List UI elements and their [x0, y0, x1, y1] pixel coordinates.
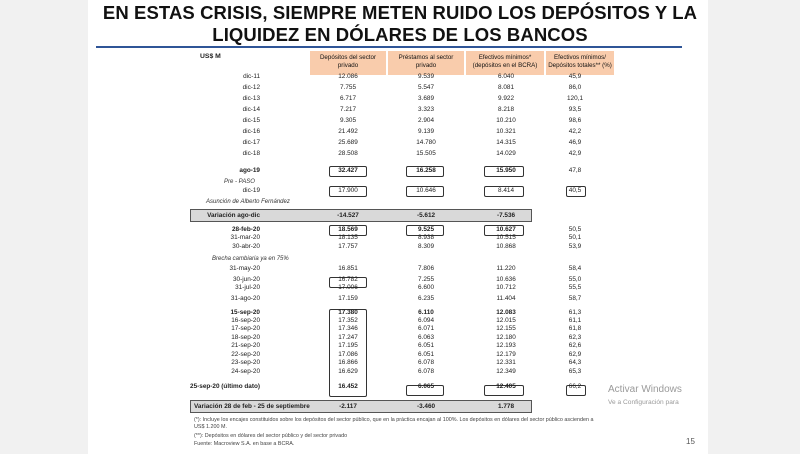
cell-ef: 12.193	[496, 342, 516, 349]
cell-pres: 6.078	[418, 368, 434, 375]
cell-ef: 12.083	[496, 309, 516, 316]
cell-ef: 12.155	[496, 325, 516, 332]
summary-2-ef: 1.778	[498, 403, 514, 410]
row-label: 31-mar-20	[230, 234, 260, 241]
title-line-1: EN ESTAS CRISIS, SIEMPRE METEN RUIDO LOS DEPÓSITOS Y LA	[102, 2, 698, 23]
cell-ratio: 47,8	[568, 167, 582, 174]
cell-dep: 16.452	[338, 383, 358, 390]
cell-dep: 6.717	[340, 95, 356, 102]
column-header-efectivos: Efectivos mínimos* (depósitos en el BCRA)	[466, 51, 544, 75]
cell-dep: 17.346	[338, 325, 358, 332]
cell-ratio: 62,3	[568, 334, 582, 341]
cell-ratio: 45,9	[568, 73, 582, 80]
cell-dep: 7.755	[340, 84, 356, 91]
activation-watermark-subtitle: Ve a Configuración para	[608, 399, 679, 406]
cell-ef: 10.515	[496, 234, 516, 241]
cell-pres: 3.323	[418, 106, 434, 113]
cell-dep: 12.086	[338, 73, 358, 80]
cell-ef: 10.712	[496, 284, 516, 291]
cell-pres: 6.051	[418, 342, 434, 349]
cell-ratio: 42,9	[568, 150, 582, 157]
row-label: dic-19	[242, 187, 260, 194]
cell-ratio: 46,9	[568, 139, 582, 146]
row-label: 22-sep-20	[231, 351, 260, 358]
row-label: 17-sep-20	[231, 325, 260, 332]
cell-ef: 15.950	[496, 167, 516, 174]
cell-ef: 12.349	[496, 368, 516, 375]
cell-ratio: 62,9	[568, 351, 582, 358]
row-label: 24-sep-20	[231, 368, 260, 375]
row-label: ago-19	[239, 167, 260, 174]
row-label: 18-sep-20	[231, 334, 260, 341]
cell-pres: 6.078	[418, 359, 434, 366]
cell-dep: 16.782	[338, 276, 358, 283]
column-header-depositos: Depósitos del sector privado	[310, 51, 386, 75]
cell-ratio: 62,6	[568, 342, 582, 349]
row-label: 31-jul-20	[235, 284, 260, 291]
cell-ratio: 61,8	[568, 325, 582, 332]
cell-ratio: 64,3	[568, 359, 582, 366]
cell-pres: 7.255	[418, 276, 434, 283]
cell-dep: 32.427	[338, 167, 358, 174]
activation-watermark-title: Activar Windows	[608, 384, 682, 395]
cell-pres: 6.065	[418, 383, 434, 390]
cell-ef: 12.331	[496, 359, 516, 366]
cell-pres: 14.780	[416, 139, 436, 146]
cell-dep: 7.217	[340, 106, 356, 113]
cell-ratio: 55,0	[568, 276, 582, 283]
cell-ratio: 40,5	[568, 187, 582, 194]
cell-dep: 17.086	[338, 351, 358, 358]
row-label: dic-18	[242, 150, 260, 157]
cell-ratio: 65,3	[568, 368, 582, 375]
cell-dep: 17.757	[338, 243, 358, 250]
cell-dep: 17.006	[338, 284, 358, 291]
row-label: 30-jun-20	[232, 276, 260, 283]
cell-pres: 3.689	[418, 95, 434, 102]
row-label: 21-sep-20	[231, 342, 260, 349]
cell-ratio: 50,1	[568, 234, 582, 241]
cell-pres: 9.525	[418, 226, 434, 233]
cell-pres: 6.600	[418, 284, 434, 291]
footnote-1: (*): Incluye los encajes constituidos sobre los depósitos del sector público, que en la práctica encajan al 100%. Los depósitos en dólares del sector público ascienden a US$ 1.200 M.	[194, 417, 594, 430]
cell-pres: 9.539	[418, 73, 434, 80]
cell-ratio: 58,4	[568, 265, 582, 272]
cell-ef: 12.179	[496, 351, 516, 358]
row-label: dic-15	[242, 117, 260, 124]
cell-pres: 8.938	[418, 234, 434, 241]
cell-ef: 14.029	[496, 150, 516, 157]
footnote-2: (**): Depósitos en dólares del sector público y del sector privado	[194, 433, 348, 439]
cell-pres: 6.063	[418, 334, 434, 341]
summary-1-pres: -5.612	[416, 212, 436, 219]
unit-label: US$ M	[200, 53, 221, 60]
row-label: 30-abr-20	[232, 243, 260, 250]
title-rule	[96, 46, 682, 48]
cell-ratio: 120,1	[567, 95, 583, 102]
summary-1-ef: -7.536	[496, 212, 516, 219]
title-line-2: LIQUIDEZ EN DÓLARES DE LOS BANCOS	[212, 24, 588, 45]
cell-ef: 12.180	[496, 334, 516, 341]
note-pre-paso: Pre - PASO	[224, 179, 255, 185]
cell-ratio: 86,0	[568, 84, 582, 91]
row-label: 31-may-20	[229, 265, 260, 272]
row-label: dic-14	[242, 106, 260, 113]
summary-2-dep: -2.117	[339, 403, 357, 410]
cell-ratio: 66,2	[568, 383, 582, 390]
cell-dep: 17.352	[338, 317, 358, 324]
row-label: 15-sep-20	[230, 309, 260, 316]
cell-dep: 18.135	[338, 234, 358, 241]
cell-ef: 10.627	[496, 226, 516, 233]
cell-ef: 6.040	[498, 73, 514, 80]
cell-pres: 5.547	[418, 84, 434, 91]
page-number: 15	[686, 437, 695, 446]
cell-pres: 15.505	[416, 150, 436, 157]
cell-dep: 17.159	[338, 295, 358, 302]
summary-2-pres: -3.460	[416, 403, 436, 410]
cell-ratio: 55,5	[568, 284, 582, 291]
row-label: 25-sep-20 (último dato)	[190, 383, 260, 390]
row-label: 23-sep-20	[231, 359, 260, 366]
cell-ef: 8.414	[498, 187, 514, 194]
cell-pres: 6.235	[418, 295, 434, 302]
cell-pres: 6.110	[418, 309, 434, 316]
cell-pres: 6.071	[418, 325, 434, 332]
cell-pres: 10.646	[416, 187, 436, 194]
cell-ratio: 50,5	[568, 226, 582, 233]
cell-pres: 16.258	[416, 167, 436, 174]
cell-ratio: 61,1	[568, 317, 582, 324]
cell-dep: 17.195	[338, 342, 358, 349]
cell-ef: 12.015	[496, 317, 516, 324]
note-brecha: Brecha cambiaria ya en 75%	[212, 256, 289, 262]
cell-ratio: 98,6	[568, 117, 582, 124]
cell-dep: 16.866	[338, 359, 358, 366]
row-label: dic-16	[242, 128, 260, 135]
summary-1-label: Variación ago-dic	[207, 212, 260, 219]
footnote-3: Fuente: Macroview S.A. en base a BCRA.	[194, 441, 295, 447]
cell-dep: 17.900	[338, 187, 358, 194]
cell-dep: 18.569	[338, 226, 358, 233]
cell-ratio: 42,2	[568, 128, 582, 135]
cell-pres: 2.904	[418, 117, 434, 124]
row-label: 28-feb-20	[231, 226, 260, 233]
column-header-ratio: Efectivos mínimos/ Depósitos totales** (%)	[546, 51, 614, 75]
cell-dep: 21.492	[338, 128, 358, 135]
cell-dep: 28.508	[338, 150, 358, 157]
row-label: dic-11	[243, 73, 260, 80]
column-header-prestamos: Préstamos al sector privado	[388, 51, 464, 75]
cell-ef: 10.636	[496, 276, 516, 283]
cell-pres: 9.139	[418, 128, 434, 135]
cell-ef: 14.315	[496, 139, 516, 146]
cell-pres: 6.094	[418, 317, 434, 324]
row-label: dic-12	[242, 84, 260, 91]
note-asuncion: Asunción de Alberto Fernández	[206, 199, 290, 205]
cell-ef: 8.218	[498, 106, 514, 113]
cell-ef: 10.868	[496, 243, 516, 250]
summary-2-label: Variación 28 de feb - 25 de septiembre	[194, 403, 310, 410]
cell-pres: 7.806	[418, 265, 434, 272]
cell-dep: 17.380	[338, 309, 358, 316]
row-label: dic-17	[242, 139, 260, 146]
cell-dep: 16.851	[338, 265, 358, 272]
cell-ef: 11.404	[496, 295, 516, 302]
summary-1-dep: -14.527	[337, 212, 359, 219]
row-label: 16-sep-20	[231, 317, 260, 324]
cell-ef: 10.321	[496, 128, 516, 135]
cell-pres: 8.309	[418, 243, 434, 250]
cell-ratio: 93,5	[568, 106, 582, 113]
cell-ef: 8.081	[498, 84, 514, 91]
cell-ratio: 53,9	[568, 243, 582, 250]
cell-ef: 12.405	[496, 383, 516, 390]
cell-pres: 6.051	[418, 351, 434, 358]
cell-dep: 25.689	[338, 139, 358, 146]
cell-ef: 9.922	[498, 95, 514, 102]
cell-dep: 17.247	[338, 334, 358, 341]
cell-ratio: 58,7	[568, 295, 582, 302]
row-label: dic-13	[242, 95, 260, 102]
cell-ratio: 61,3	[568, 309, 582, 316]
cell-dep: 9.305	[340, 117, 356, 124]
row-label: 31-ago-20	[230, 295, 260, 302]
cell-ef: 10.210	[496, 117, 516, 124]
cell-dep: 16.629	[338, 368, 358, 375]
cell-ef: 11.220	[496, 265, 516, 272]
